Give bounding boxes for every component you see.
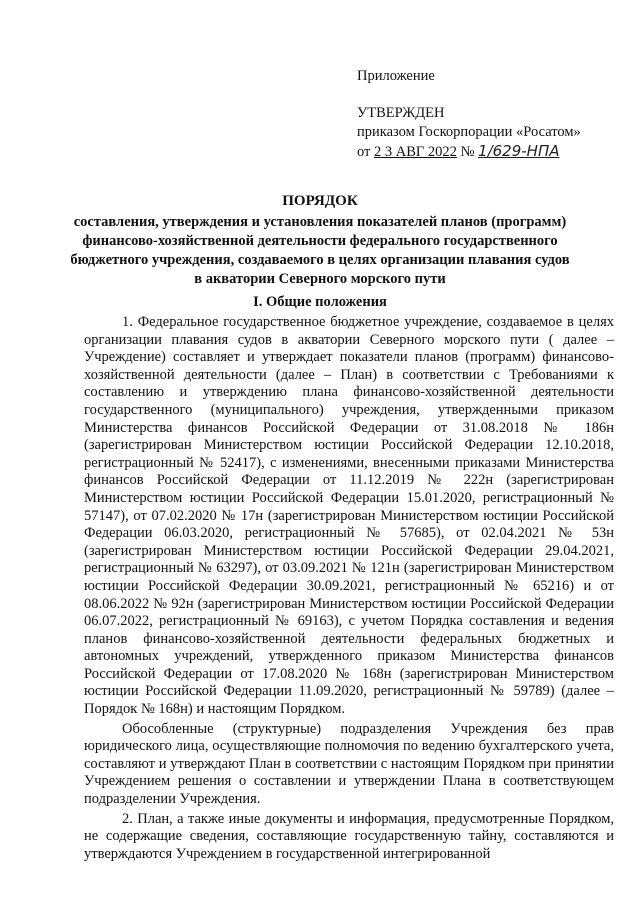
order-by-label: приказом Госкорпорации «Росатом» bbox=[357, 124, 581, 140]
document-title bbox=[40, 192, 600, 289]
title-line: составления, утверждения и установления показателей планов (программ) bbox=[73, 214, 567, 230]
title-main: ПОРЯДОК bbox=[282, 193, 358, 209]
order-number-handwritten: 1/629-НПА bbox=[478, 142, 560, 160]
title-line: бюджетного учреждения, создаваемого в целях организации плавания судов bbox=[70, 252, 570, 268]
approved-label: УТВЕРЖДЕН bbox=[357, 105, 445, 121]
header-spacer bbox=[357, 86, 581, 104]
order-date-stamp: 2 3 АВГ 2022 bbox=[374, 144, 457, 160]
title-line: финансово-хозяйственной деятельности федерального государственного bbox=[82, 233, 558, 249]
paragraph: 1. Федеральное государственное бюджетное учреждение, создаваемое в целях организации плавания судов в акватории Северного морского пути ( далее – Учреждение) составляет и утверждает показатели планов (программ) финансово-хозяйственной деятельности (далее – План) в соответствии с Требованиями к составлению и утверждению плана финансово-хозяйственной деятельности государственного (муниципального) учреждения, утвержденными приказом Министерства финансов Российской Федерации от 31.08.2018 № 186н (зарегистрирован Министерством юстиции Российской Федерации 12.10.2018, регистрационный № 52417), с изменениями, внесенными приказами Министерства финансов Российской Федерации от 11.12.2019 № 222н (зарегистрирован Министерством юстиции Российской Федерации 15.01.2020, регистрационный № 57147), от 07.02.2020 № 17н (зарегистрирован Министерством юстиции Российской Федерации 06.03.2020, регистрационный № 57685), от 02.04.2021 № 53н (зарегистрирован Министерством юстиции Российской Федерации 29.04.2021, регистрационный № 63297), от 03.09.2021 № 121н (зарегистрирован Министерством юстиции Российской Федерации 30.09.2021, регистрационный № 65216) и от 08.06.2022 № 92н (зарегистрирован Министерством юстиции Российской Федерации 06.07.2022, регистрационный № 69163), с учетом Порядка составления и ведения планов финансово-хозяйственной деятельности федеральных бюджетных и автономных учреждений, утвержденного приказом Министерства финансов Российской Федерации от 17.08.2020 № 168н (зарегистрирован Министерством юстиции Российской Федерации 11.09.2020, регистрационный № 59789) (далее – Порядок № 168н) и настоящим Порядком. bbox=[84, 314, 614, 718]
number-sign: № bbox=[460, 144, 475, 160]
paragraph: Обособленные (структурные) подразделения Учреждения без прав юридического лица, осуществляющие полномочия по ведению бухгалтерского учета, составляют и утверждают План в соответствии с настоящим Порядком при принятии Учреждением решения о составлении и утверждении Плана в соответствующем подразделении Учреждения. bbox=[84, 720, 614, 808]
paragraph: 2. План, а также иные документы и информация, предусмотренные Порядком, не содержащие сведения, составляющие государственную тайну, составляются и утверждаются Учреждением в государственной интегрированной bbox=[84, 810, 614, 862]
date-prefix: от bbox=[357, 144, 371, 160]
document-body bbox=[84, 314, 614, 863]
approval-header bbox=[357, 67, 581, 162]
appendix-label: Приложение bbox=[357, 68, 435, 84]
title-line: в акватории Северного морского пути bbox=[194, 271, 446, 287]
order-date-line bbox=[357, 142, 581, 162]
section-heading: I. Общие положения bbox=[253, 294, 387, 310]
